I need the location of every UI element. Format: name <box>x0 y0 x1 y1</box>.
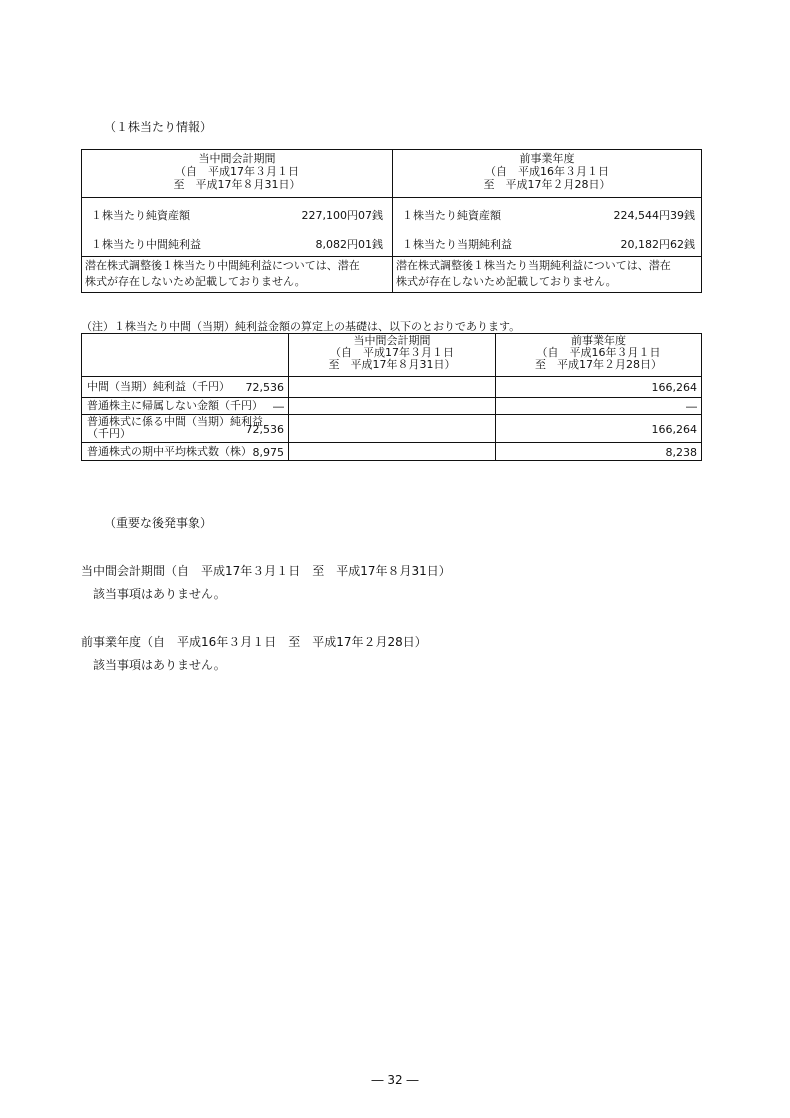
basis-row-non-common-current: ― <box>273 400 284 413</box>
current-net-assets-value: 227,100円07銭 <box>301 209 383 222</box>
basis-caption: （注）１株当たり中間（当期）純利益金額の算定上の基礎は、以下のとおりであります。 <box>81 320 521 333</box>
previous-diluted-note <box>396 258 696 290</box>
previous-net-assets-label: １株当たり純資産額 <box>402 209 501 222</box>
basis-row-avg-shares-current: 8,975 <box>252 446 284 459</box>
basis-current-header-from: （自 平成17年３月１日 <box>330 346 454 359</box>
basis-previous-header-to: 至 平成17年２月28日） <box>535 358 662 371</box>
row-divider-1 <box>82 397 701 398</box>
basis-row-non-common-previous: ― <box>686 400 697 413</box>
previous-period-header-to: 至 平成17年２月28日） <box>483 178 611 191</box>
basis-row-non-common-label: 普通株主に帰属しない金額（千円） <box>87 399 263 412</box>
previous-net-income-label: １株当たり当期純利益 <box>402 238 512 251</box>
subsequent-previous-period: 前事業年度（自 平成16年３月１日 至 平成17年２月28日） <box>81 635 427 649</box>
previous-period-header-from: （自 平成16年３月１日 <box>485 165 609 178</box>
basis-row-common-income-label: 普通株式に係る中間（当期）純利益 <box>87 415 263 428</box>
basis-table <box>81 333 702 461</box>
per-share-info-title: （１株当たり情報） <box>104 120 213 134</box>
current-diluted-note-line2: 株式が存在しないため記載しておりません。 <box>85 275 306 288</box>
page-number: ― 32 ― <box>371 1073 419 1087</box>
subsequent-current-period: 当中間会計期間（自 平成17年３月１日 至 平成17年８月31日） <box>81 564 451 578</box>
row-divider-3 <box>82 442 701 443</box>
previous-net-assets-value: 224,544円39銭 <box>613 209 695 222</box>
per-share-info-table <box>81 149 702 293</box>
previous-diluted-note-line1: 潜在株式調整後１株当たり当期純利益については、潜在 <box>396 259 671 272</box>
basis-row-avg-shares-previous: 8,238 <box>665 446 697 459</box>
basis-row-net-income-previous: 166,264 <box>651 381 697 394</box>
current-period-header-to: 至 平成17年８月31日） <box>173 178 301 191</box>
current-net-assets-label: １株当たり純資産額 <box>91 209 190 222</box>
current-diluted-note <box>85 258 385 290</box>
previous-net-income-value: 20,182円62銭 <box>620 238 695 251</box>
basis-previous-header-title: 前事業年度 <box>571 334 626 347</box>
basis-current-header <box>289 335 495 371</box>
basis-row-avg-shares-label: 普通株式の期中平均株式数（株） <box>87 445 252 458</box>
header-divider <box>82 376 701 377</box>
previous-period-header <box>392 152 702 191</box>
current-net-income-value: 8,082円01銭 <box>315 238 383 251</box>
basis-previous-header <box>496 335 701 371</box>
current-diluted-note-line1: 潜在株式調整後１株当たり中間純利益については、潜在 <box>85 259 360 272</box>
basis-row-common-income-label-unit: （千円） <box>87 427 131 440</box>
basis-row-net-income-current: 72,536 <box>245 381 284 394</box>
previous-period-header-title: 前事業年度 <box>519 152 575 165</box>
basis-previous-header-from: （自 平成16年３月１日 <box>536 346 661 359</box>
basis-current-header-title: 当中間会計期間 <box>353 334 431 347</box>
current-period-header-from: （自 平成17年３月１日 <box>175 165 299 178</box>
subsequent-current-text: 該当事項はありません。 <box>93 587 226 601</box>
basis-current-header-to: 至 平成17年８月31日） <box>328 358 456 371</box>
basis-row-common-income-current: 72,536 <box>245 423 284 436</box>
previous-diluted-note-line2: 株式が存在しないため記載しておりません。 <box>396 275 617 288</box>
current-period-header-title: 当中間会計期間 <box>198 152 276 165</box>
header-divider <box>82 197 701 198</box>
current-net-income-label: １株当たり中間純利益 <box>91 238 201 251</box>
basis-row-net-income-label: 中間（当期）純利益（千円） <box>87 380 230 393</box>
current-period-header <box>82 152 392 191</box>
subsequent-events-title: （重要な後発事象） <box>104 516 213 530</box>
basis-row-common-income-previous: 166,264 <box>651 423 697 436</box>
subsequent-previous-text: 該当事項はありません。 <box>93 658 226 672</box>
row-divider <box>82 256 701 257</box>
